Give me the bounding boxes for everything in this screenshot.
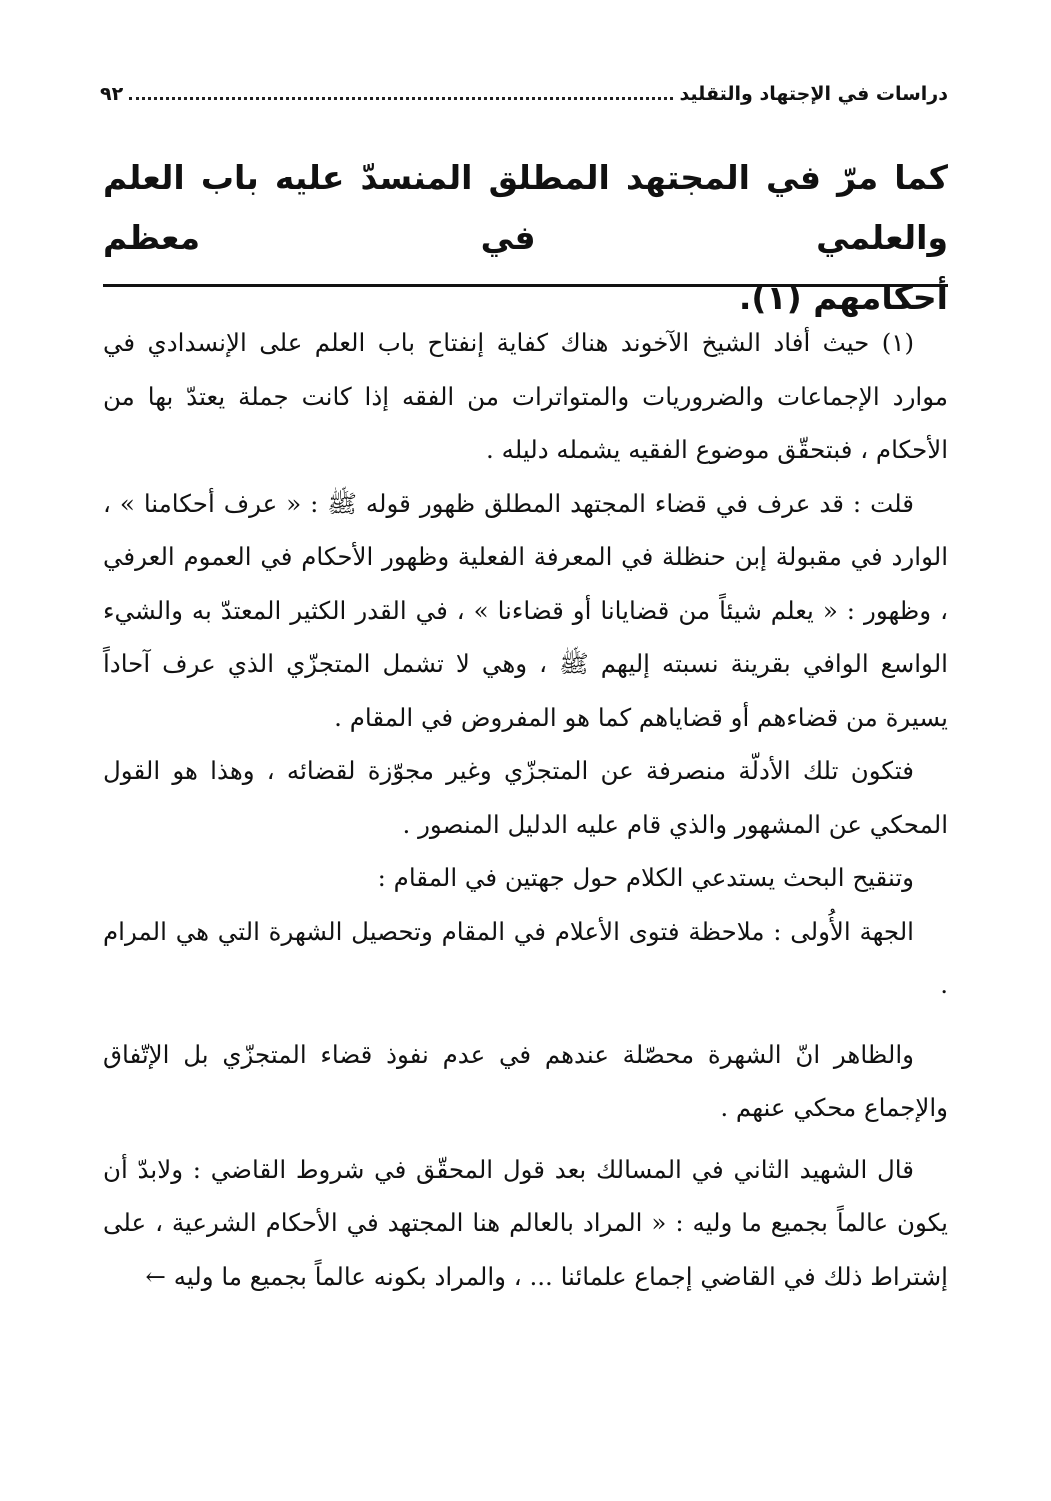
footnote-paragraph-6: والظاهر انّ الشهرة محصّلة عندهم في عدم نفوذ قضاء المتجزّي بل الإتّفاق والإجماع محكي عنهم . [103,1039,948,1122]
footnote-paragraph-1: (١) حيث أفاد الشيخ الآخوند هناك كفاية إنفتاح باب العلم على الإنسدادي في موارد الإجماعات والضروريات والمتواترات من الفقه إذا كانت جملة يعتدّ بها من الأحكام ، فبتحقّق موضوع الفقيه يشمله دليله . [103,328,948,464]
page-number: ٩٢ [100,83,124,105]
main-text-line-2: أحكامهم (١). [738,278,948,317]
main-text [103,148,948,328]
footnote-separator [103,284,948,287]
footnotes [103,316,948,1303]
footnote-paragraph-4: وتنقيح البحث يستدعي الكلام حول جهتين في المقام : [377,863,914,892]
footnote-paragraph-5: الجهة الأُولى : ملاحظة فتوى الأعلام في المقام وتحصيل الشهرة التي هي المرام . [103,916,948,999]
footnote-paragraph-3: فتكون تلك الأدلّة منصرفة عن المتجزّي وغير مجوّزة لقضائه ، وهذا هو القول المحكي عن المشهور والذي قام عليه الدليل المنصور . [103,756,948,839]
header-title: دراسات في الإجتهاد والتقليد [679,83,948,105]
main-text-line-1: كما مرّ في المجتهد المطلق المنسدّ عليه باب العلم والعلمي في معظم [103,158,948,257]
footnote-paragraph-7: قال الشهيد الثاني في المسالك بعد قول المحقّق في شروط القاضي : ولابدّ أن يكون عالماً بجميع ما وليه : « المراد بالعالم هنا المجتهد في الأحكام الشرعية ، على إشتراط ذلك في القاضي إجماع علمائنا ... ، والمراد بكونه عالماً بجميع ما وليه ← [103,1154,948,1291]
header-dot-leader [129,97,673,100]
running-header [100,78,948,110]
footnote-paragraph-2: قلت : قد عرف في قضاء المجتهد المطلق ظهور قوله ﷺ : « عرف أحكامنا » ، الوارد في مقبولة إبن حنظلة في المعرفة الفعلية وظهور الأحكام في العموم العرفي ، وظهور : « يعلم شيئاً من قضايانا أو قضاءنا » ، في القدر الكثير المعتدّ به والشيء الواسع الوافي بقرينة نسبته إليهم ﷺ ، وهي لا تشمل المتجزّي الذي عرف آحاداً يسيرة من قضاءهم أو قضاياهم كما هو المفروض في المقام . [103,488,948,732]
